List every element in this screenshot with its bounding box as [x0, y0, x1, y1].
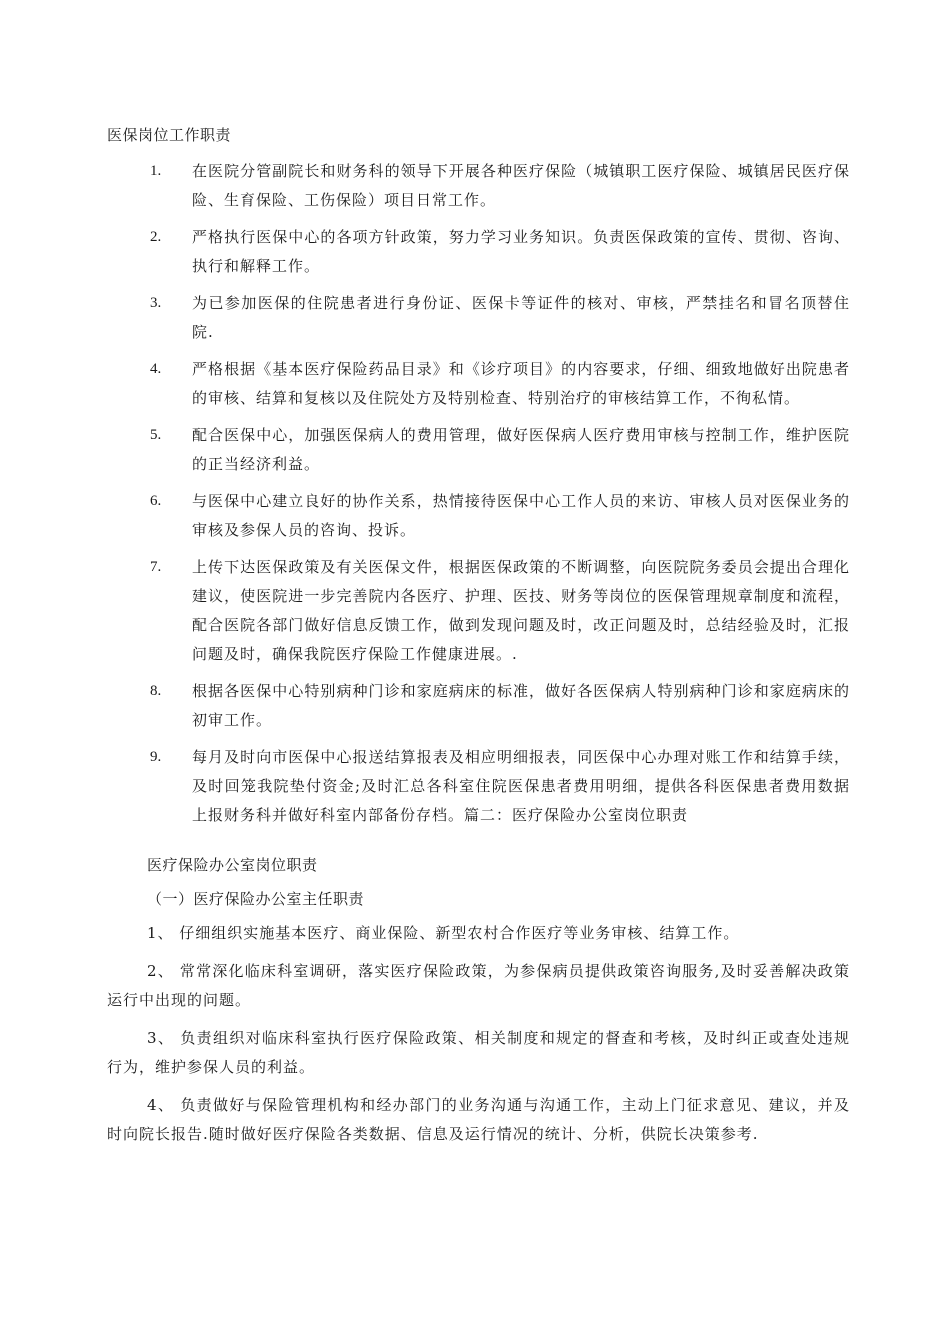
duty-list: [150, 157, 850, 838]
list-item: [150, 421, 850, 479]
item-text: 严格执行医保中心的各项方针政策，努力学习业务知识。负责医保政策的宣传、贯彻、咨询、执行和解释工作。: [192, 228, 850, 275]
item-text: 每月及时向市医保中心报送结算报表及相应明细报表，同医保中心办理对账工作和结算手续，及时回笼我院垫付资金;及时汇总各科室住院医保患者费用明细，提供各科医保患者费用数据上报财务科并做好科室内部备份存档。篇二：医疗保险办公室岗位职责: [192, 748, 850, 824]
item-text: 在医院分管副院长和财务科的领导下开展各种医疗保险（城镇职工医疗保险、城镇居民医疗保险、生育保险、工伤保险）项目日常工作。: [192, 162, 850, 209]
list-item: [150, 223, 850, 281]
paragraph: 2、 常常深化临床科室调研，落实医疗保险政策，为参保病员提供政策咨询服务,及时妥善解决政策运行中出现的问题。: [107, 962, 850, 1009]
list-item: [150, 355, 850, 413]
item-number: 8.: [150, 683, 162, 699]
list-item: [150, 289, 850, 347]
item-number: 6.: [150, 493, 162, 509]
list-item: [150, 677, 850, 735]
item-number: 1.: [150, 163, 162, 179]
item-text: 上传下达医保政策及有关医保文件，根据医保政策的不断调整，向医院院务委员会提出合理化建议，使医院进一步完善院内各医疗、护理、医技、财务等岗位的医保管理规章制度和流程，配合医院各部门做好信息反馈工作，做到发现问题及时，改正问题及时，总结经验及时，汇报问题及时，确保我院医疗保险工作健康进展。.: [192, 558, 850, 663]
item-number: 5.: [150, 427, 162, 443]
item-number: 7.: [150, 559, 162, 575]
item-text: 与医保中心建立良好的协作关系，热情接待医保中心工作人员的来访、审核人员对医保业务的审核及参保人员的咨询、投诉。: [192, 492, 850, 539]
list-item: [150, 743, 850, 830]
section-title: 医疗保险办公室岗位职责: [147, 856, 318, 874]
list-item: [150, 553, 850, 669]
item-text: 为已参加医保的住院患者进行身份证、医保卡等证件的核对、审核，严禁挂名和冒名顶替住院.: [192, 294, 850, 341]
document-title: 医保岗位工作职责: [107, 126, 232, 144]
section-subtitle: （一）医疗保险办公室主任职责: [147, 890, 365, 908]
paragraph: 1、 仔细组织实施基本医疗、商业保险、新型农村合作医疗等业务审核、结算工作。: [147, 924, 740, 942]
item-number: 2.: [150, 229, 162, 245]
item-number: 9.: [150, 749, 162, 765]
office-duties-section: [107, 853, 850, 1158]
item-number: 3.: [150, 295, 162, 311]
list-item: [150, 157, 850, 215]
item-text: 根据各医保中心特别病种门诊和家庭病床的标准，做好各医保病人特别病种门诊和家庭病床的初审工作。: [192, 682, 850, 729]
list-item: [150, 487, 850, 545]
item-text: 严格根据《基本医疗保险药品目录》和《诊疗项目》的内容要求，仔细、细致地做好出院患者的审核、结算和复核以及住院处方及特别检查、特别治疗的审核结算工作，不徇私情。: [192, 360, 850, 407]
paragraph: 3、 负责组织对临床科室执行医疗保险政策、相关制度和规定的督查和考核，及时纠正或查处违规行为，维护参保人员的利益。: [107, 1029, 850, 1076]
item-text: 配合医保中心，加强医保病人的费用管理，做好医保病人医疗费用审核与控制工作，维护医院的正当经济利益。: [192, 426, 850, 473]
paragraph: 4、 负责做好与保险管理机构和经办部门的业务沟通与沟通工作，主动上门征求意见、建议，并及时向院长报告.随时做好医疗保险各类数据、信息及运行情况的统计、分析，供院长决策参考.: [107, 1096, 850, 1143]
item-number: 4.: [150, 361, 162, 377]
